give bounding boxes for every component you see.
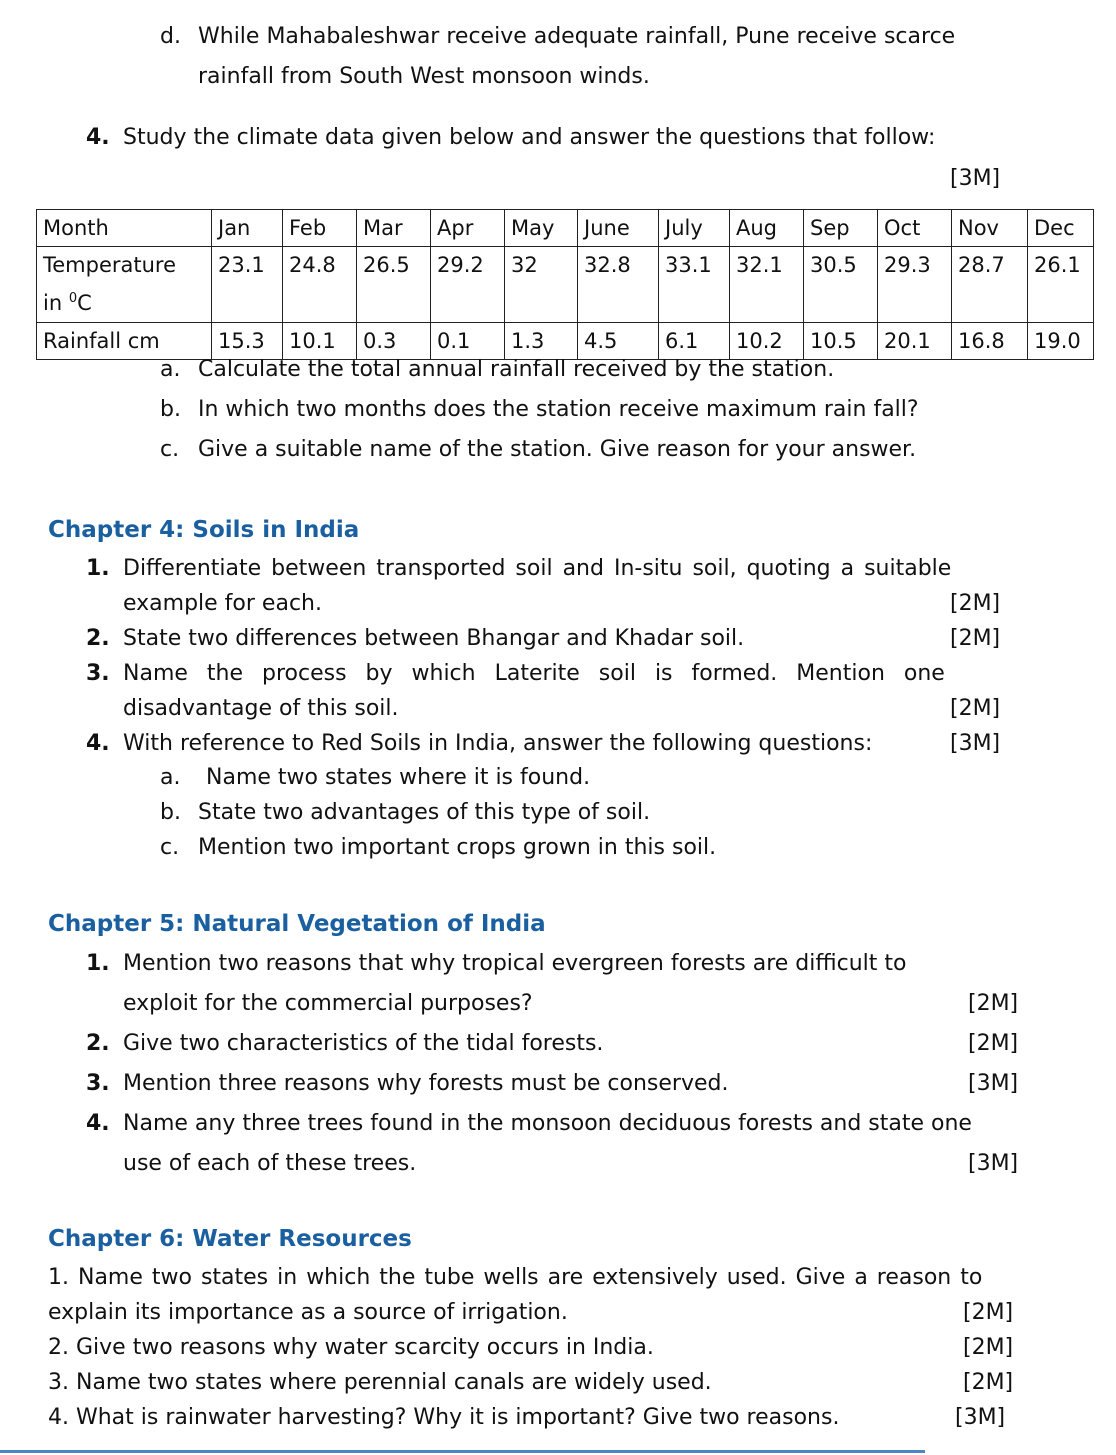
q4-a-text: Calculate the total annual rainfall received by the station.	[198, 357, 835, 382]
temperature-label	[37, 247, 212, 323]
table-header-row	[37, 210, 1094, 247]
table-cell: 26.1	[1028, 247, 1094, 323]
ch4-q1-number: 1.	[86, 556, 110, 581]
ch6-q3-marks: [2M]	[963, 1370, 1014, 1395]
q4-b-text: In which two months does the station receive maximum rain fall?	[198, 397, 919, 422]
ch6-q1-line1: 1. Name two states in which the tube wells are extensively used. Give a reason to	[48, 1265, 983, 1290]
ch4-q1-line1: Differentiate between transported soil and In-situ soil, quoting a suitable	[123, 556, 952, 581]
table-cell: Month	[37, 210, 212, 247]
q4-number: 4.	[86, 125, 110, 150]
table-cell: June	[578, 210, 659, 247]
table-cell: May	[505, 210, 578, 247]
table-cell: July	[659, 210, 730, 247]
table-cell: 16.8	[952, 323, 1028, 360]
table-cell: 19.0	[1028, 323, 1094, 360]
table-cell: 26.5	[357, 247, 431, 323]
ch4-q3-line1: Name the process by which Laterite soil is formed. Mention one	[123, 661, 945, 686]
table-cell: Feb	[283, 210, 357, 247]
table-cell: 29.2	[431, 247, 505, 323]
chapter-6-title: Chapter 6: Water Resources	[48, 1226, 412, 1252]
ch5-q1-number: 1.	[86, 951, 110, 976]
ch4-q4-b-text: State two advantages of this type of soil.	[198, 800, 651, 825]
ch6-q1-marks: [2M]	[963, 1300, 1014, 1325]
ch5-q3-marks: [3M]	[968, 1071, 1019, 1096]
ch4-q4-marks: [3M]	[950, 731, 1001, 756]
ch4-q4-c-text: Mention two important crops grown in this soil.	[198, 835, 717, 860]
ch4-q3-line2: disadvantage of this soil.	[123, 696, 399, 721]
ch5-q4-line2: use of each of these trees.	[123, 1151, 417, 1176]
ch5-q4-line1: Name any three trees found in the monsoon deciduous forests and state one	[123, 1111, 972, 1136]
table-cell: 33.1	[659, 247, 730, 323]
ch6-q1-line2: explain its importance as a source of irrigation.	[48, 1300, 568, 1325]
ch5-q1-line2: exploit for the commercial purposes?	[123, 991, 533, 1016]
ch4-q4-a-marker: a.	[160, 765, 181, 790]
ch4-q4-number: 4.	[86, 731, 110, 756]
table-cell: 24.8	[283, 247, 357, 323]
ch4-q4-c-marker: c.	[160, 835, 180, 860]
q4-c-text: Give a suitable name of the station. Give reason for your answer.	[198, 437, 917, 462]
table-cell: 32.1	[730, 247, 804, 323]
chapter-5-title: Chapter 5: Natural Vegetation of India	[48, 911, 546, 937]
ch6-q3-text: 3. Name two states where perennial canals are widely used.	[48, 1370, 712, 1395]
ch5-q3-text: Mention three reasons why forests must be conserved.	[123, 1071, 729, 1096]
ch4-q4-b-marker: b.	[160, 800, 181, 825]
ch4-q1-line2: example for each.	[123, 591, 322, 616]
temperature-label-line2: in	[43, 291, 69, 315]
q4-text: Study the climate data given below and answer the questions that follow:	[123, 125, 936, 150]
table-cell: Oct	[878, 210, 952, 247]
ch5-q4-marks: [3M]	[968, 1151, 1019, 1176]
q4-b-marker: b.	[160, 397, 181, 422]
ch4-q4-a-text: Name two states where it is found.	[206, 765, 591, 790]
table-temperature-row	[37, 247, 1094, 323]
table-cell: Sep	[804, 210, 878, 247]
temperature-unit: C	[77, 291, 92, 315]
table-cell: Apr	[431, 210, 505, 247]
item-d-line1: While Mahabaleshwar receive adequate rainfall, Pune receive scarce	[198, 24, 956, 49]
ch5-q1-line1: Mention two reasons that why tropical evergreen forests are difficult to	[123, 951, 907, 976]
table-cell: 10.5	[804, 323, 878, 360]
table-cell: 23.1	[212, 247, 283, 323]
rainfall-label: Rainfall cm	[37, 323, 212, 360]
ch4-q1-marks: [2M]	[950, 591, 1001, 616]
table-cell: Mar	[357, 210, 431, 247]
ch6-q2-text: 2. Give two reasons why water scarcity occurs in India.	[48, 1335, 654, 1360]
ch4-q2-marks: [2M]	[950, 626, 1001, 651]
table-cell: Aug	[730, 210, 804, 247]
q4-marks: [3M]	[950, 166, 1001, 191]
ch5-q1-marks: [2M]	[968, 991, 1019, 1016]
table-cell: Jan	[212, 210, 283, 247]
table-cell: 10.1	[283, 323, 357, 360]
item-d-line2: rainfall from South West monsoon winds.	[198, 64, 650, 89]
table-cell: 10.2	[730, 323, 804, 360]
table-cell: 4.5	[578, 323, 659, 360]
climate-table	[36, 209, 1094, 360]
table-cell: 30.5	[804, 247, 878, 323]
q4-c-marker: c.	[160, 437, 180, 462]
temperature-label-line1: Temperature	[43, 253, 177, 277]
ch5-q3-number: 3.	[86, 1071, 110, 1096]
ch4-q4-text: With reference to Red Soils in India, answer the following questions:	[123, 731, 873, 756]
ch4-q2-text: State two differences between Bhangar and Khadar soil.	[123, 626, 745, 651]
table-cell: 6.1	[659, 323, 730, 360]
table-cell: Nov	[952, 210, 1028, 247]
table-cell: 0.1	[431, 323, 505, 360]
footer-rule	[0, 1450, 925, 1453]
ch4-q3-number: 3.	[86, 661, 110, 686]
table-rainfall-row	[37, 323, 1094, 360]
table-cell: 1.3	[505, 323, 578, 360]
ch6-q4-text: 4. What is rainwater harvesting? Why it is important? Give two reasons.	[48, 1405, 840, 1430]
ch6-q2-marks: [2M]	[963, 1335, 1014, 1360]
ch5-q2-number: 2.	[86, 1031, 110, 1056]
ch5-q2-marks: [2M]	[968, 1031, 1019, 1056]
chapter-4-title: Chapter 4: Soils in India	[48, 517, 360, 543]
table-cell: 0.3	[357, 323, 431, 360]
table-cell: 28.7	[952, 247, 1028, 323]
ch4-q3-marks: [2M]	[950, 696, 1001, 721]
table-cell: 29.3	[878, 247, 952, 323]
q4-a-marker: a.	[160, 357, 181, 382]
ch5-q4-number: 4.	[86, 1111, 110, 1136]
table-cell: 15.3	[212, 323, 283, 360]
table-cell: Dec	[1028, 210, 1094, 247]
ch5-q2-text: Give two characteristics of the tidal forests.	[123, 1031, 604, 1056]
degree-superscript: 0	[68, 291, 78, 306]
table-cell: 20.1	[878, 323, 952, 360]
ch4-q2-number: 2.	[86, 626, 110, 651]
table-cell: 32	[505, 247, 578, 323]
table-cell: 32.8	[578, 247, 659, 323]
ch6-q4-marks: [3M]	[955, 1405, 1006, 1430]
item-d-marker: d.	[160, 24, 181, 49]
